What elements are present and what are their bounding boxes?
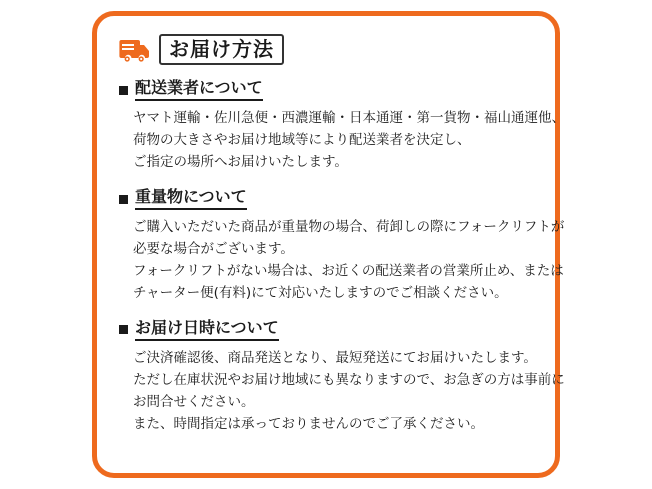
panel-inner: [109, 26, 565, 463]
section-shipping-carriers: [115, 78, 565, 174]
body-line: 荷物の大きさやお届け地域等により配送業者を決定し、: [133, 132, 471, 149]
body-line: ただし在庫状況やお届け地域にも異なりますので、お急ぎの方は事前に: [133, 372, 565, 389]
section-heading: [119, 319, 543, 341]
section-body: [133, 217, 565, 304]
body-line: また、時間指定は承っておりませんのでご了承ください。: [133, 415, 484, 432]
panel-header: [117, 34, 543, 65]
bullet-square-icon: [119, 325, 128, 334]
section-title: お届け日時について: [135, 319, 279, 341]
body-line: ご指定の場所へお届けいたします。: [133, 154, 348, 171]
section-title: 重量物について: [135, 188, 247, 210]
body-line: ヤマト運輸・佐川急便・西濃運輸・日本通運・第一貨物・福山通運他、: [133, 110, 565, 127]
body-line: ご決済確認後、商品発送となり、最短発送にてお届けいたします。: [133, 350, 537, 367]
body-line: チャーター便(有料)にて対応いたしますのでご相談ください。: [133, 284, 508, 301]
section-body: [133, 348, 565, 435]
body-line: ご購入いただいた商品が重量物の場合、荷卸しの際にフォークリフトが: [133, 219, 565, 236]
body-line: 必要な場合がございます。: [133, 241, 294, 258]
section-title: 配送業者について: [135, 79, 263, 101]
delivery-truck-icon: [117, 35, 151, 65]
panel-title-box: [159, 34, 284, 65]
bullet-square-icon: [119, 86, 128, 95]
section-body: [133, 108, 565, 174]
delivery-info-panel: [92, 11, 565, 478]
body-line: お問合せください。: [133, 393, 255, 410]
section-delivery-datetime: [115, 317, 565, 436]
section-heading: [119, 79, 543, 101]
page-title: お届け方法: [169, 37, 274, 61]
bullet-square-icon: [119, 195, 128, 204]
body-line: フォークリフトがない場合は、お近くの配送業者の営業所止め、または: [133, 263, 564, 280]
section-heavy-goods: [115, 186, 565, 305]
section-heading: [119, 188, 543, 210]
